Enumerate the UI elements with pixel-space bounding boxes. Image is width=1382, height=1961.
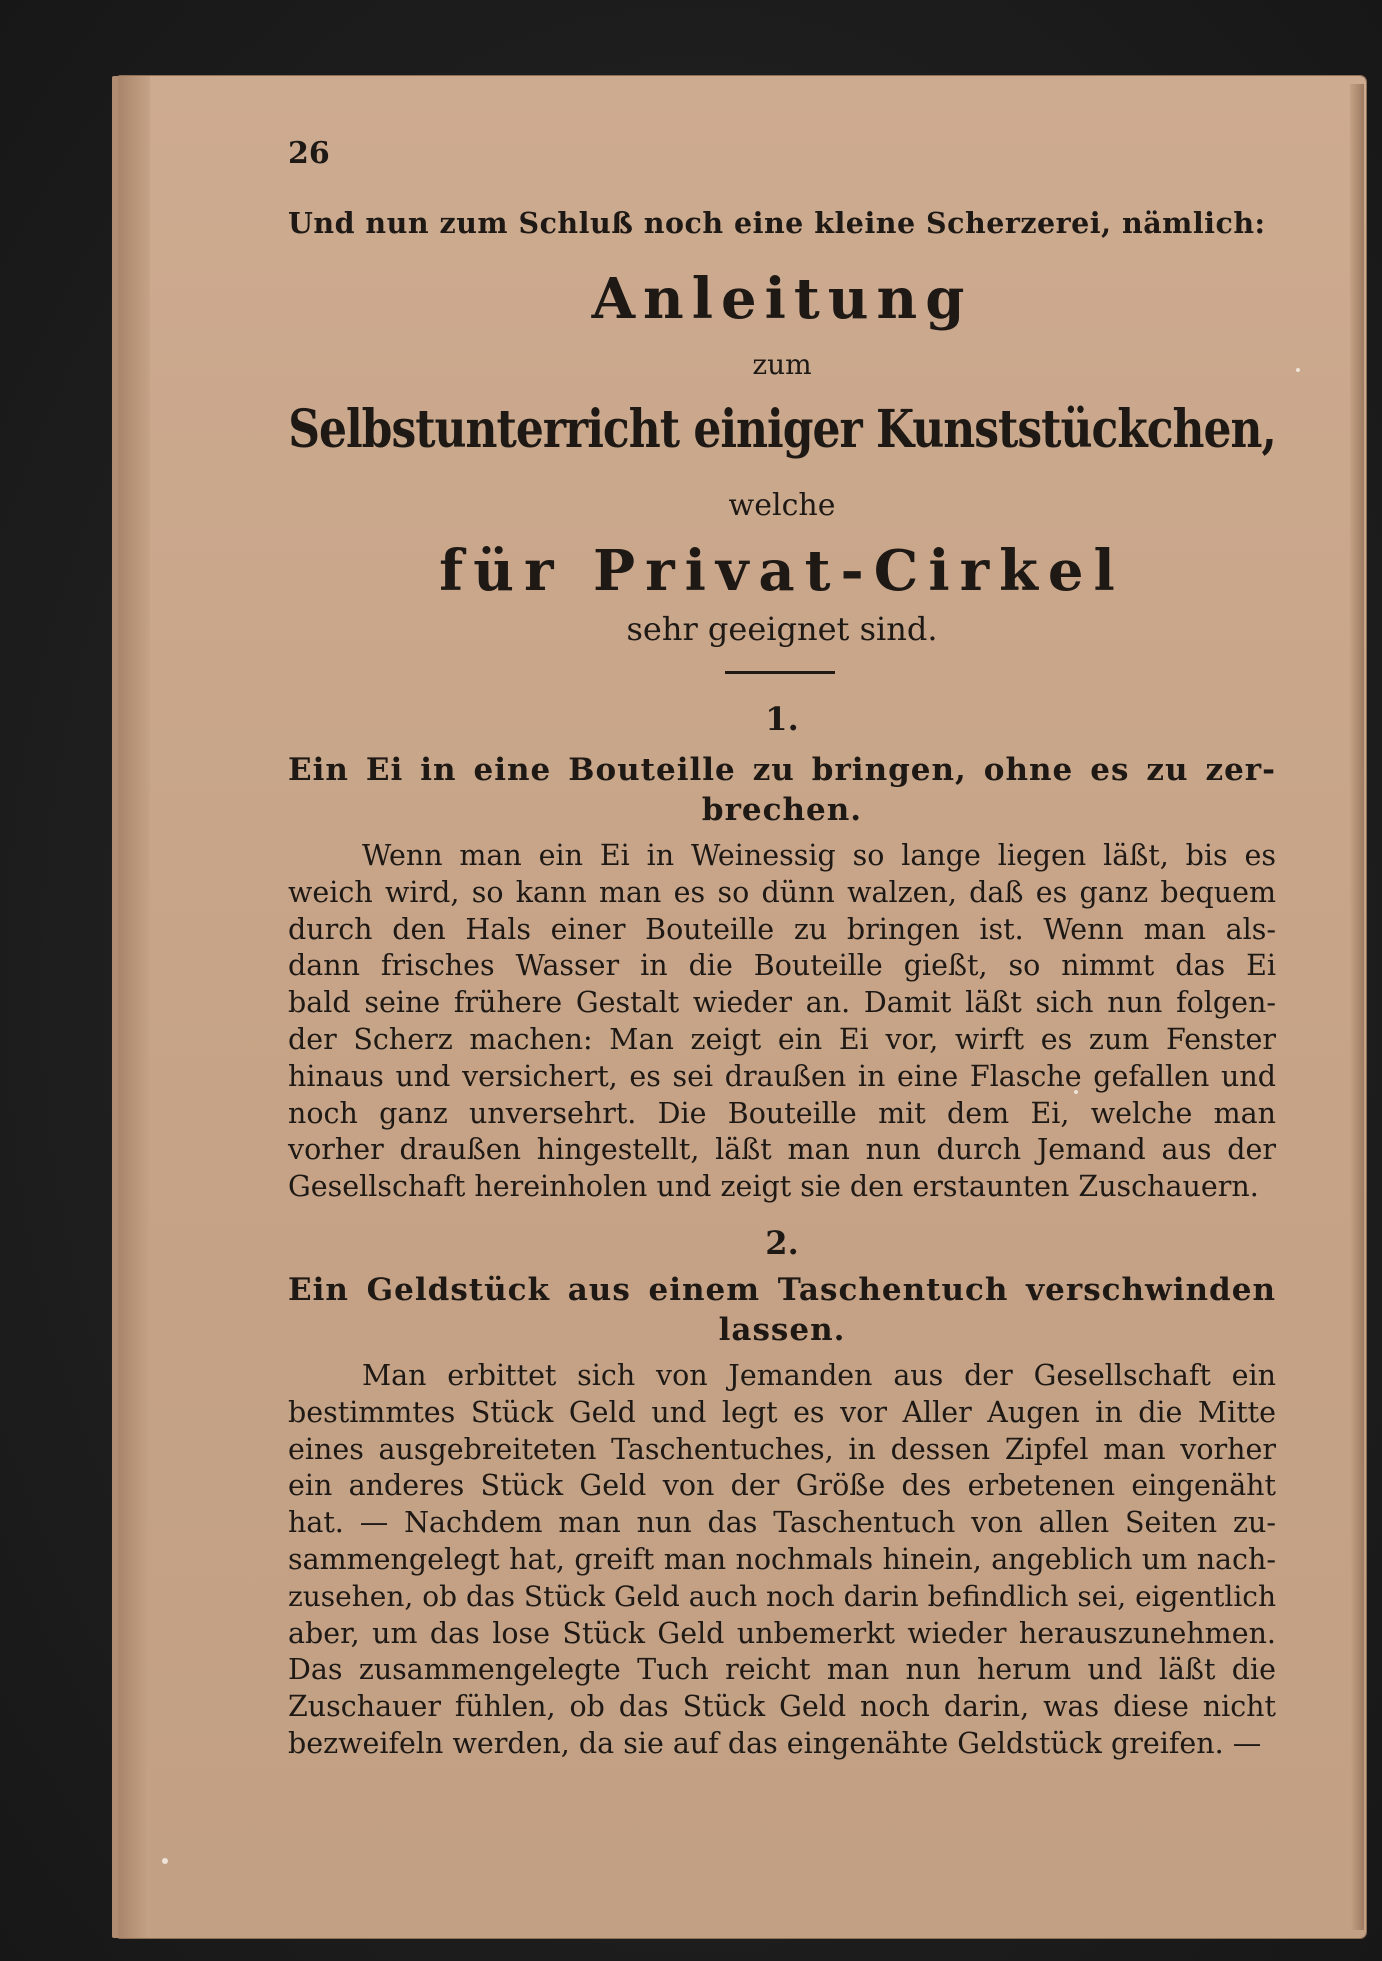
- paragraph-line: hinaus und versichert, es sei draußen in eine Flasche gefallen und: [288, 1059, 1276, 1093]
- section-title-line: brechen.: [701, 792, 863, 828]
- paragraph-line: Zuschauer fühlen, ob das Stück Geld noch darin, was diese nicht: [288, 1690, 1276, 1724]
- title-main: Selbstunterricht einiger Kunststückchen,: [288, 400, 1276, 461]
- paper-speck: [1296, 368, 1300, 372]
- title-divider-rule: [725, 671, 835, 674]
- paragraph-line: der Scherz machen: Man zeigt ein Ei vor, wirft es zum Fenster: [288, 1022, 1276, 1056]
- paragraph-line: Gesellschaft hereinholen und zeigt sie den erstaunten Zuschauern.: [288, 1170, 1259, 1204]
- section-number-1: 1.: [765, 700, 799, 738]
- title-anleitung: Anleitung: [591, 266, 973, 332]
- paragraph-line: sammengelegt hat, greift man nochmals hinein, angeblich um nach-: [288, 1542, 1276, 1576]
- title-sehr-geeignet: sehr geeignet sind.: [626, 610, 938, 648]
- page-gutter-edge: [118, 76, 150, 1938]
- paragraph-line: vorher draußen hingestellt, läßt man nun durch Jemand aus der: [288, 1133, 1276, 1167]
- paragraph-line: eines ausgebreiteten Taschentuches, in dessen Zipfel man vorher: [288, 1432, 1276, 1466]
- paragraph-line: dann frisches Wasser in die Bouteille gießt, so nimmt das Ei: [288, 949, 1276, 983]
- paragraph-line: bezweifeln werden, da sie auf das eingenähte Geldstück greifen. —: [288, 1726, 1262, 1760]
- paragraph-line: bestimmtes Stück Geld und legt es vor Aller Augen in die Mitte: [288, 1395, 1276, 1429]
- page-number: 26: [288, 136, 330, 171]
- section-paragraph-1: [288, 838, 1276, 1206]
- section-title-1: [288, 750, 1276, 830]
- intro-line: Und nun zum Schluß noch eine kleine Scherzerei, nämlich:: [288, 206, 1266, 240]
- title-privat-cirkel: für Privat-Cirkel: [439, 538, 1125, 604]
- section-title-2: [288, 1270, 1276, 1350]
- paragraph-line: Das zusammengelegte Tuch reicht man nun herum und läßt die: [288, 1653, 1276, 1687]
- paragraph-line: aber, um das lose Stück Geld unbemerkt wieder herauszunehmen.: [288, 1616, 1276, 1650]
- paragraph-line: Man erbittet sich von Jemanden aus der Gesellschaft ein: [362, 1359, 1276, 1392]
- paragraph-line: durch den Hals einer Bouteille zu bringen ist. Wenn man als-: [288, 912, 1276, 946]
- title-welche: welche: [728, 488, 836, 523]
- title-zum: zum: [752, 348, 812, 381]
- paragraph-line: bald seine frühere Gestalt wieder an. Damit läßt sich nun folgen-: [288, 986, 1276, 1020]
- section-title-line: lassen.: [718, 1312, 846, 1348]
- paragraph-line: noch ganz unversehrt. Die Bouteille mit dem Ei, welche man: [288, 1096, 1276, 1130]
- paragraph-line: weich wird, so kann man es so dünn walzen, daß es ganz bequem: [288, 875, 1276, 909]
- page-right-edge: [1350, 84, 1364, 1930]
- section-title-line: Ein Geldstück aus einem Taschentuch verschwinden: [288, 1272, 1276, 1308]
- paragraph-line: hat. — Nachdem man nun das Taschentuch von allen Seiten zu-: [288, 1506, 1276, 1540]
- section-title-line: Ein Ei in eine Bouteille zu bringen, ohne es zu zer-: [288, 752, 1276, 788]
- section-paragraph-2: [288, 1358, 1276, 1763]
- section-number-2: 2.: [765, 1224, 799, 1262]
- paragraph-line: Wenn man ein Ei in Weinessig so lange liegen läßt, bis es: [362, 839, 1276, 872]
- paragraph-line: ein anderes Stück Geld von der Größe des erbetenen eingenäht: [288, 1469, 1276, 1503]
- paragraph-line: zusehen, ob das Stück Geld auch noch darin befindlich sei, eigentlich: [288, 1579, 1276, 1613]
- paper-speck: [162, 1858, 168, 1864]
